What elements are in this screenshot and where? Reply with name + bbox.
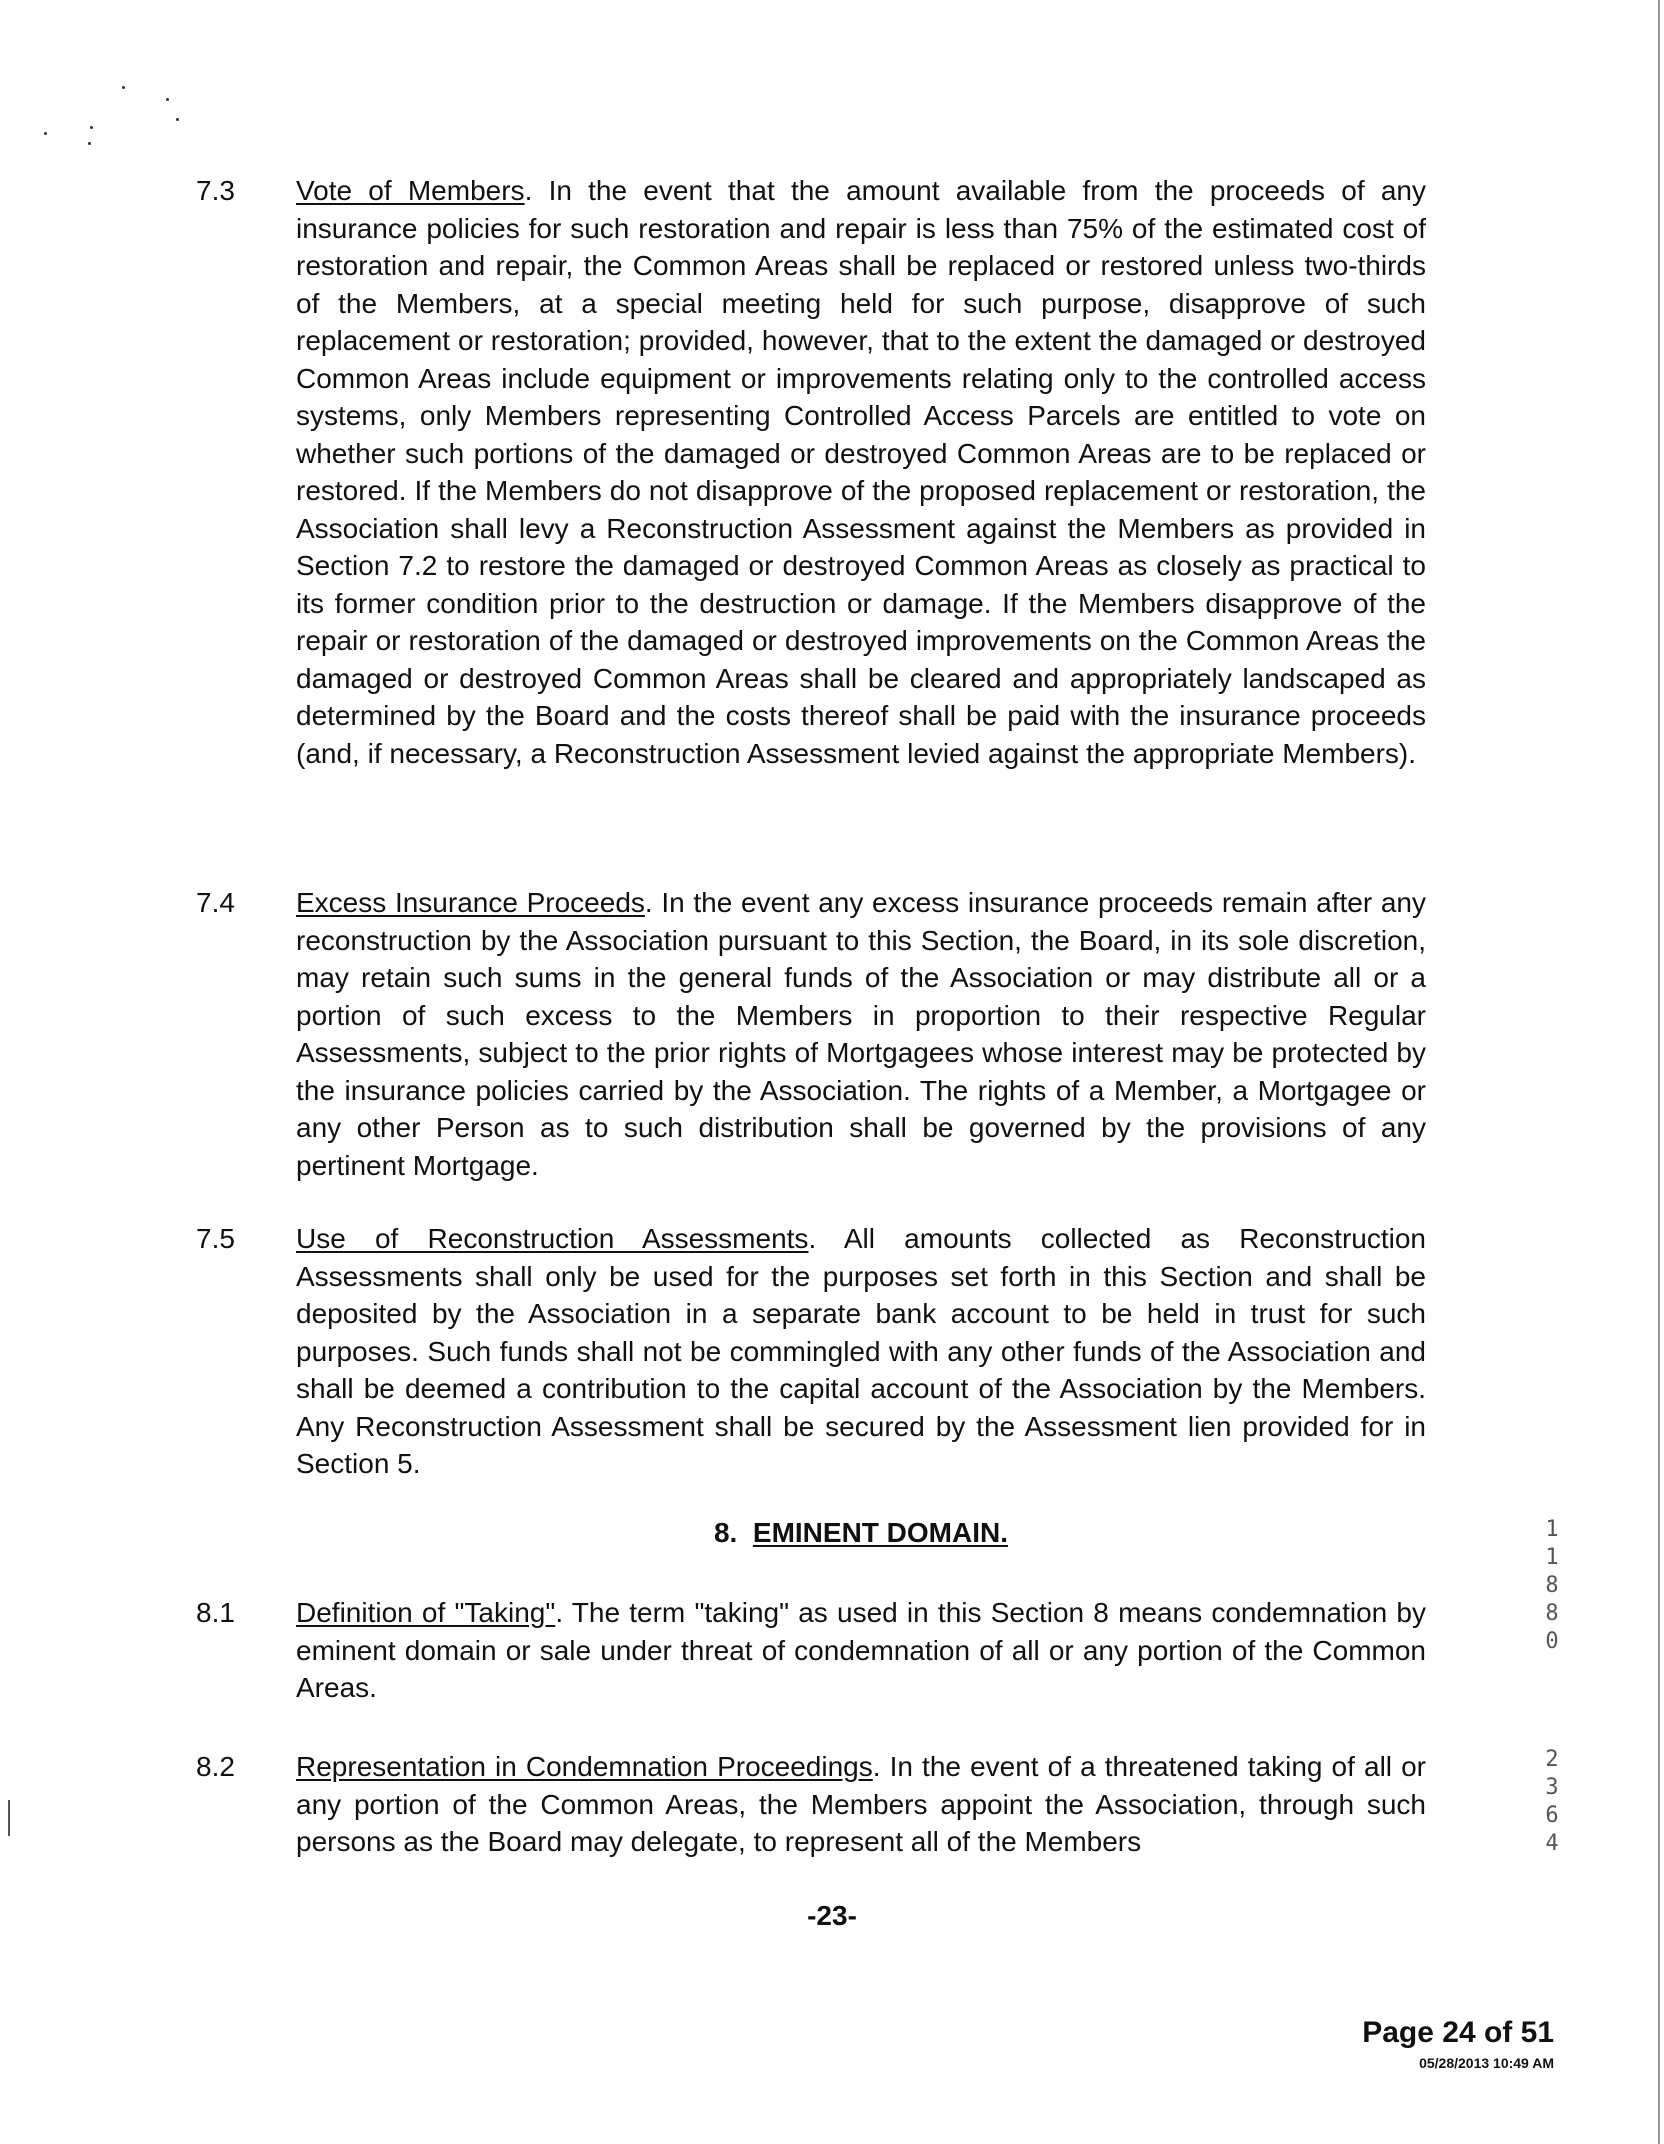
- section-number: 8.2: [196, 1751, 235, 1782]
- section-number: 7.5: [196, 1223, 235, 1254]
- stamp-digit: 6: [1545, 1803, 1559, 1828]
- scan-speck: [176, 118, 179, 121]
- scan-edge-line: [1658, 0, 1660, 2144]
- stamp-digit: 2: [1545, 1747, 1559, 1772]
- scan-speck: [88, 142, 91, 145]
- article-number: 8.: [713, 1517, 738, 1548]
- section-text: . In the event that the amount available from the proceeds of any insurance policies for such restoration and repair is less than 75% of the estimated cost of restoration and repair, the Common Areas shall be replaced or restored unless two-thirds of the Members, at a special meeting held for such purpose, disapprove of such replacement or restoration; provided, however, that to the extent the damaged or destroyed Common Areas include equipment or improvements relating only to the controlled access systems, only Members representing Controlled Access Parcels are entitled to vote on whether such portions of the damaged or destroyed Common Areas are to be replaced or restored. If the Members do not disapprove of the proposed replacement or restoration, the Association shall levy a Reconstruction Assessment against the Members as provided in Section 7.2 to restore the damaged or destroyed Common Areas as closely as practical to its former condition prior to the destruction or damage. If the Members disapprove of the repair or restoration of the damaged or destroyed improvements on the Common Areas the damaged or destroyed Common Areas shall be cleared and appropriately landscaped as determined by the Board and the costs thereof shall be paid with the insurance proceeds (and, if necessary, a Reconstruction Assessment levied against the appropriate Members).: [296, 175, 1426, 769]
- scan-speck: [122, 86, 125, 89]
- page-number: -23-: [807, 1900, 857, 1931]
- section-number: 7.4: [196, 887, 235, 918]
- section-body: [296, 884, 1426, 1184]
- section-body: [296, 1594, 1426, 1707]
- footer-page-label: Page 24 of 51: [1362, 2016, 1554, 2049]
- stamp-digit: 4: [1545, 1831, 1559, 1856]
- section-heading: Definition of "Taking": [296, 1597, 556, 1628]
- section-heading: Use of Reconstruction Assessments: [296, 1223, 809, 1254]
- section-heading: Vote of Members: [296, 175, 525, 206]
- stamp-digit: 0: [1545, 1629, 1559, 1654]
- margin-stamp-upper: [1540, 1516, 1564, 1656]
- section-text: . In the event of a threatened taking of all or any portion of the Common Areas, the Members appoint the Association, through such persons as the Board may delegate, to represent all of the Members: [296, 1751, 1426, 1857]
- stamp-digit: 1: [1545, 1545, 1559, 1570]
- footer-timestamp: 05/28/2013 10:49 AM: [1419, 2055, 1554, 2071]
- section-text: . All amounts collected as Reconstruction Assessments shall only be used for the purposes set forth in this Section and shall be deposited by the Association in a separate bank account to be held in trust for such purposes. Such funds shall not be commingled with any other funds of the Association and shall be deemed a contribution to the capital account of the Association by the Members. Any Reconstruction Assessment shall be secured by the Assessment lien provided for in Section 5.: [296, 1223, 1426, 1479]
- section-body: [296, 172, 1426, 772]
- stamp-digit: 3: [1545, 1775, 1559, 1800]
- section-body: [296, 1220, 1426, 1483]
- stamp-digit: 8: [1545, 1601, 1559, 1626]
- section-number: 8.1: [196, 1597, 235, 1628]
- section-text: . In the event any excess insurance proceeds remain after any reconstruction by the Association pursuant to this Section, the Board, in its sole discretion, may retain such sums in the general funds of the Association or may distribute all or a portion of such excess to the Members in proportion to their respective Regular Assessments, subject to the prior rights of Mortgagees whose interest may be protected by the insurance policies carried by the Association. The rights of a Member, a Mortgagee or any other Person as to such distribution shall be governed by the provisions of any pertinent Mortgage.: [296, 887, 1427, 1181]
- article-title: EMINENT DOMAIN.: [752, 1517, 1009, 1548]
- section-number: 7.3: [196, 175, 235, 206]
- scan-edge-mark: [8, 1800, 10, 1836]
- scan-speck: [44, 132, 47, 135]
- stamp-digit: 1: [1545, 1517, 1559, 1542]
- section-heading: Excess Insurance Proceeds: [296, 887, 645, 918]
- margin-stamp-lower: [1540, 1746, 1564, 1858]
- article-heading: [296, 1514, 1426, 1552]
- scan-speck: [90, 126, 93, 129]
- section-body: [296, 1748, 1426, 1861]
- section-text: . The term "taking" as used in this Section 8 means condemnation by eminent domain or sale under threat of condemnation of all or any portion of the Common Areas.: [296, 1597, 1426, 1703]
- stamp-digit: 8: [1545, 1573, 1559, 1598]
- section-heading: Representation in Condemnation Proceedings: [296, 1751, 873, 1782]
- scan-speck: [166, 98, 169, 101]
